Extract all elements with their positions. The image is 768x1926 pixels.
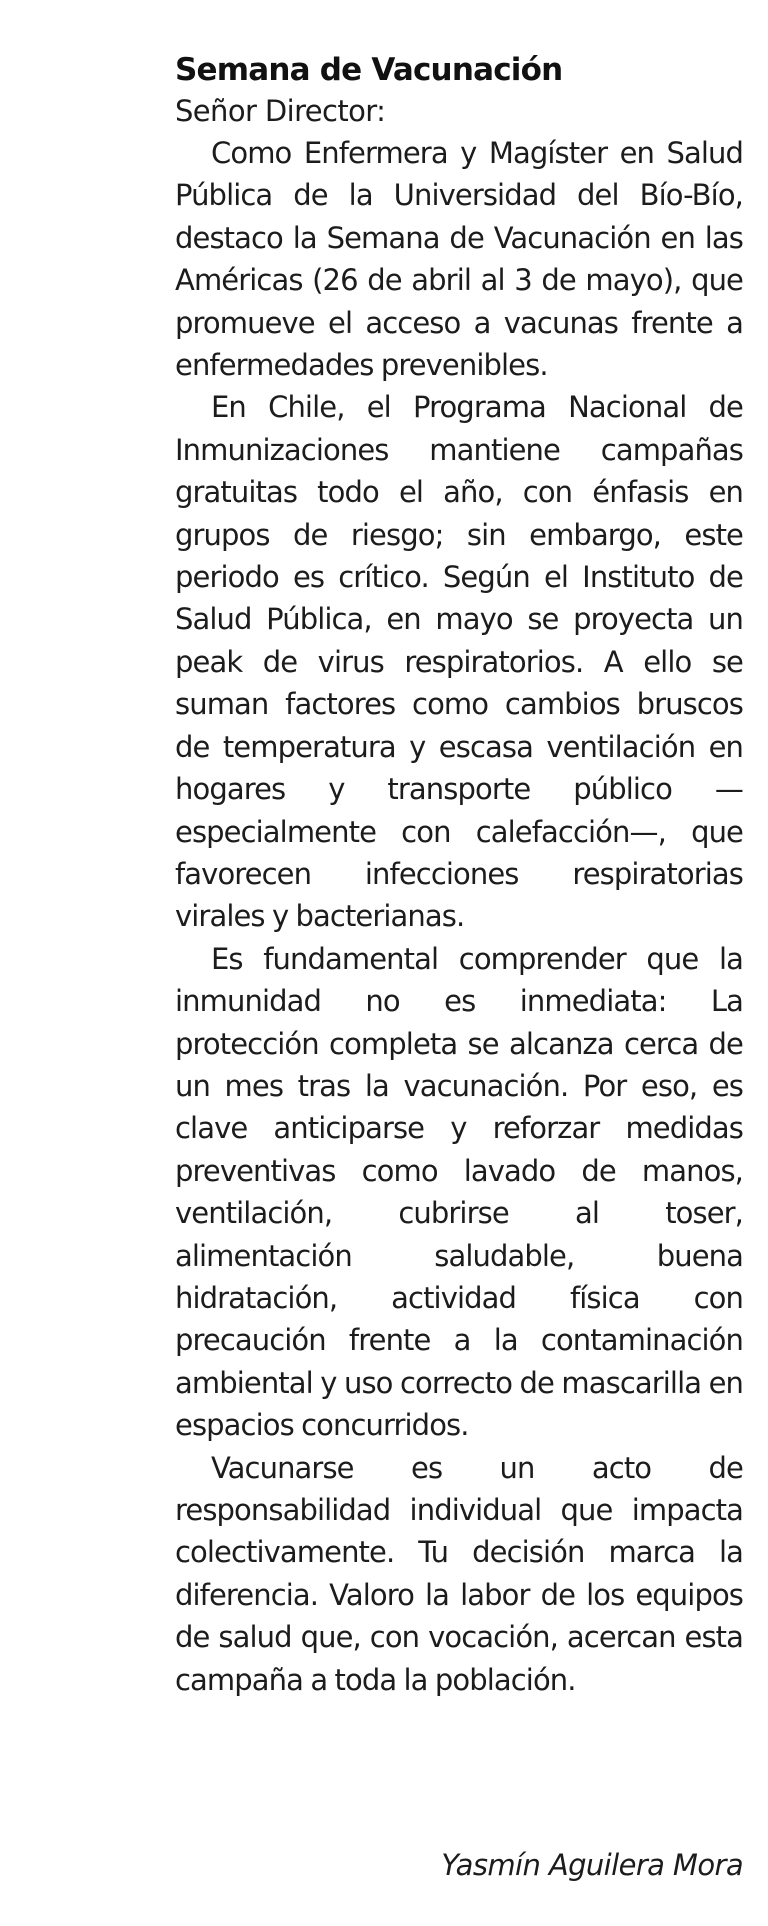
letter-signature: Yasmín Aguilera Mora [441,1848,743,1882]
letter-to-editor [175,50,743,1701]
letter-paragraph-2: En Chile, el Programa Nacional de Inmunizaciones mantiene campañas gratuitas todo el año, con énfasis en grupos de riesgo; sin embargo, este periodo es crítico. Según el Instituto de Salud Pública, en mayo se proyecta un peak de virus respiratorios. A ello se suman factores como cambios bruscos de temperatura y escasa ventilación en hogares y transporte público —especialmente con calefacción—, que favorecen infecciones respiratorias virales y bacterianas. [175,390,743,934]
letter-paragraph-1: Como Enfermera y Magíster en Salud Pública de la Universidad del Bío-Bío, destaco la Semana de Vacunación en las Américas (26 de abril al 3 de mayo), que promueve el acceso a vacunas frente a enfermedades prevenibles. [175,136,743,383]
letter-paragraph-4: Vacunarse es un acto de responsabilidad individual que impacta colectivamente. Tu decisión marca la diferencia. Valoro la labor de los equipos de salud que, con vocación, acercan esta campaña a toda la población. [175,1450,743,1697]
letter-paragraph-3: Es fundamental comprender que la inmunidad no es inmediata: La protección completa se alcanza cerca de un mes tras la vacunación. Por eso, es clave anticiparse y reforzar medidas preventivas como lavado de manos, ventilación, cubrirse al toser, alimentación saludable, buena hidratación, actividad física con precaución frente a la contaminación ambiental y uso correcto de mascarilla en espacios concurridos. [175,941,743,1443]
letter-headline: Semana de Vacunación [175,52,563,88]
letter-salutation: Señor Director: [175,94,386,128]
